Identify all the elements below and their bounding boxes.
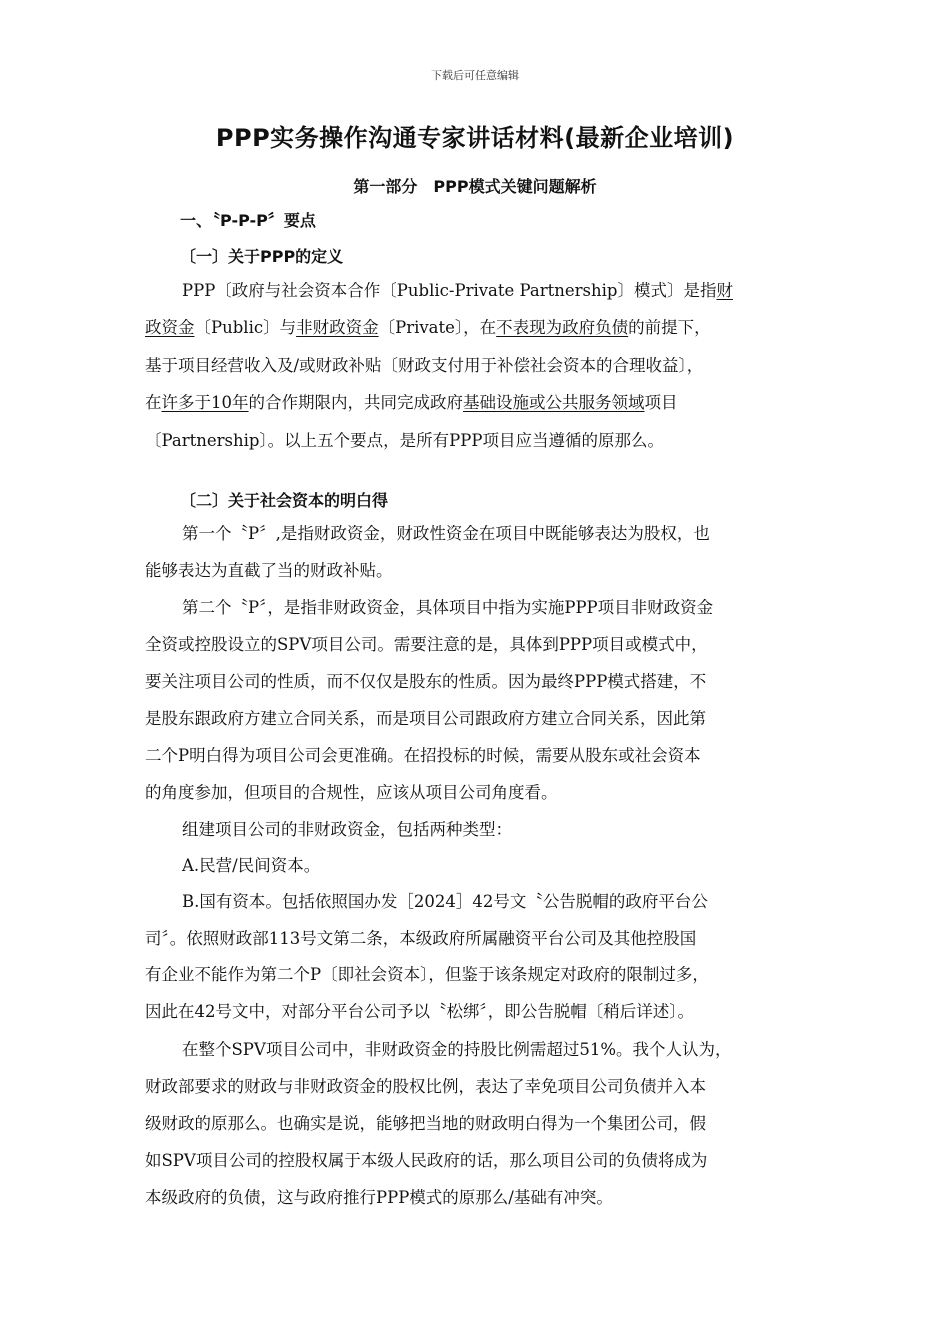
paragraph-line: A.民营/民间资本。 <box>182 856 321 875</box>
underlined-term: 财 <box>716 281 733 300</box>
paragraph-line: 二个P明白得为项目公司会更准确。在招投标的时候，需要从股东或社会资本 <box>145 746 701 765</box>
paragraph-line: B.国有资本。包括依照国办发［2024］42号文〝公告脱帽的政府平台公 <box>182 892 708 911</box>
paragraph-line: 全资或控股设立的SPV项目公司。需要注意的是，具体到PPP项目或模式中， <box>145 635 708 654</box>
paragraph-line: 能够表达为直截了当的财政补贴。 <box>145 561 393 580</box>
paragraph-line: 的角度参加，但项目的合规性，应该从项目公司角度看。 <box>145 783 558 802</box>
text-span: 〔Public〕与 <box>194 318 297 337</box>
paragraph-line: 是股东跟政府方建立合同关系，而是项目公司跟政府方建立合同关系，因此第 <box>145 709 706 728</box>
definition-line-2 <box>145 317 815 339</box>
section1-heading: 一、〝P-P-P〞要点 <box>180 211 316 230</box>
text-span: 在 <box>145 393 162 412</box>
paragraph-line: 财政部要求的财政与非财政资金的股权比例，表达了幸免项目公司负债并入本 <box>145 1077 706 1096</box>
paragraph-line: 本级政府的负债，这与政府推行PPP模式的原那么/基础有冲突。 <box>145 1188 613 1207</box>
paragraph-line: 级财政的原那么。也确实是说，能够把当地的财政明白得为一个集团公司，假 <box>145 1114 706 1133</box>
paragraph-line: 有企业不能作为第二个P〔即社会资本〕，但鉴于该条规定对政府的限制过多， <box>145 965 709 984</box>
paragraph-line: 在整个SPV项目公司中，非财政资金的持股比例需超过51%。我个人认为， <box>182 1040 732 1059</box>
sub1-heading: 〔一〕关于PPP的定义 <box>180 247 344 266</box>
definition-line-5: 〔Partnership〕。以上五个要点，是所有PPP项目应当遵循的原那么。 <box>145 431 664 450</box>
underlined-term: 非财政资金 <box>296 318 379 337</box>
underlined-term: 不表现为政府负债 <box>496 318 629 337</box>
definition-line-1 <box>182 280 852 302</box>
text-span: 〔Private〕，在 <box>378 318 497 337</box>
paragraph-line: 要关注项目公司的性质，而不仅仅是股东的性质。因为最终PPP模式搭建，不 <box>145 672 707 691</box>
paragraph-line: 如SPV项目公司的控股权属于本级人民政府的话，那么项目公司的负债将成为 <box>145 1151 708 1170</box>
text-span: PPP〔政府与社会资本合作〔Public-Private Partnership〕模式〕是指 <box>182 281 717 300</box>
header-note: 下载后可任意编辑 <box>431 69 519 82</box>
paragraph-line: 第一个〝P〞,是指财政资金，财政性资金在项目中既能够表达为股权，也 <box>182 524 710 543</box>
definition-line-3: 基于项目经营收入及/或财政补贴〔财政支付用于补偿社会资本的合理收益〕， <box>145 356 704 375</box>
text-span: 的前提下， <box>628 318 711 337</box>
underlined-term: 政资金 <box>145 318 195 337</box>
definition-line-4 <box>145 392 815 414</box>
sub2-heading: 〔二〕关于社会资本的明白得 <box>180 491 389 510</box>
paragraph-line: 因此在42号文中，对部分平台公司予以〝松绑〞，即公告脱帽〔稍后详述〕。 <box>145 1002 694 1021</box>
underlined-term: 许多于10年 <box>161 393 249 412</box>
paragraph-line: 第二个〝P〞，是指非财政资金，具体项目中指为实施PPP项目非财政资金 <box>182 598 714 617</box>
part-heading: 第一部分 PPP模式关键问题解析 <box>353 177 597 196</box>
text-span: 的合作期限内，共同完成政府 <box>248 393 463 412</box>
underlined-term: 基础设施或公共服务领域 <box>463 393 645 412</box>
paragraph-line: 组建项目公司的非财政资金，包括两种类型： <box>182 820 512 839</box>
document-title: PPP实务操作沟通专家讲话材料(最新企业培训) <box>215 124 735 152</box>
text-span: 项目 <box>644 393 678 412</box>
paragraph-line: 司〞。依照财政部113号文第二条，本级政府所属融资平台公司及其他控股国 <box>145 929 697 948</box>
